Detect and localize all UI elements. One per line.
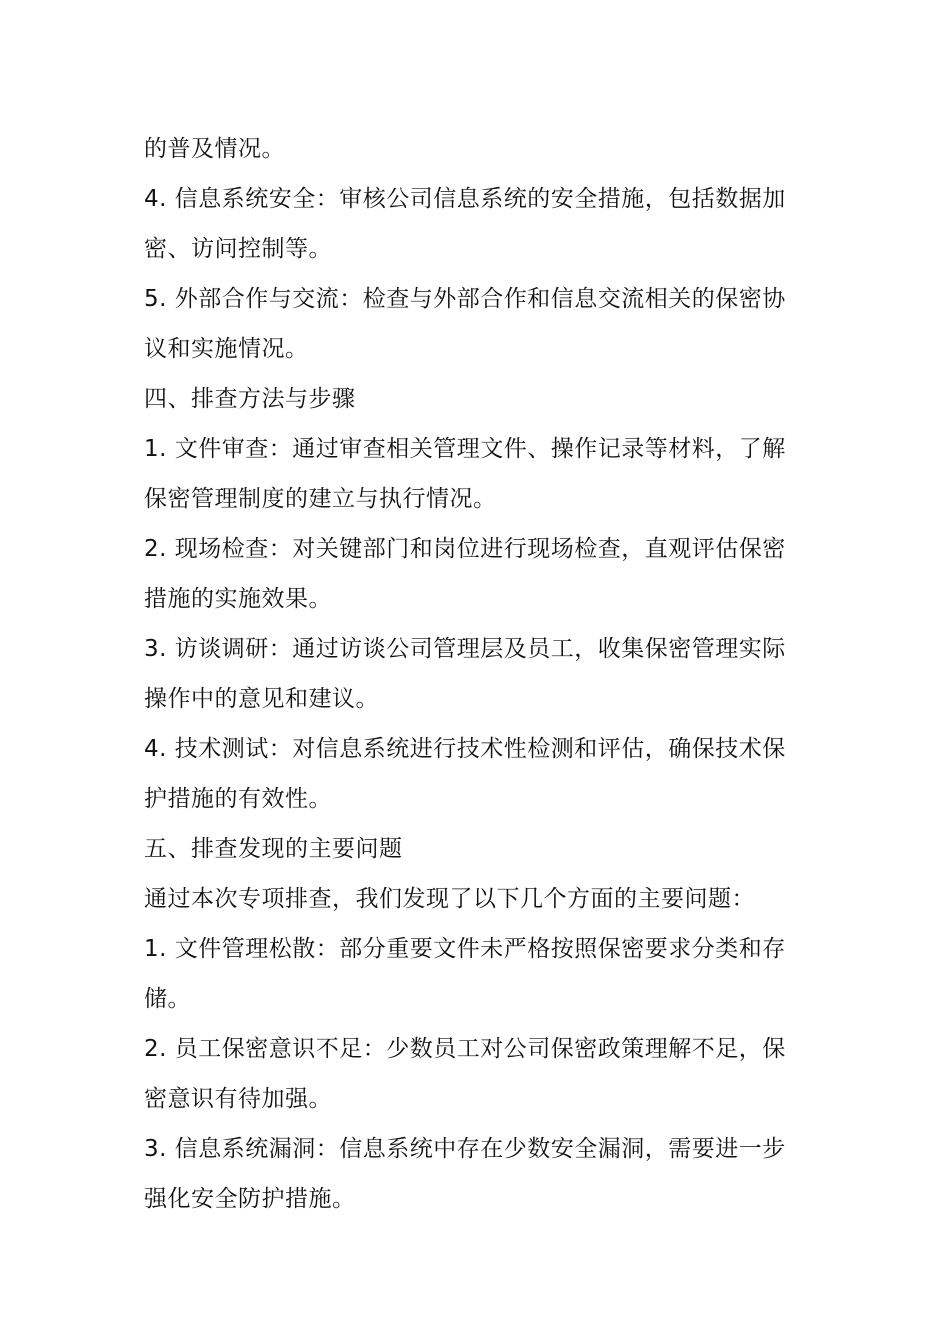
text-line: 操作中的意见和建议。: [144, 686, 379, 712]
section-heading: 四、排查方法与步骤: [144, 386, 356, 412]
text-line: 护措施的有效性。: [144, 786, 332, 812]
text-line: 强化安全防护措施。: [144, 1186, 356, 1212]
document-body: [144, 124, 814, 1224]
list-item-line: 4. 信息系统安全：审核公司信息系统的安全措施，包括数据加: [144, 186, 786, 212]
text-line: 措施的实施效果。: [144, 586, 332, 612]
list-item-line: 3. 信息系统漏洞：信息系统中存在少数安全漏洞，需要进一步: [144, 1136, 786, 1162]
text-line: 密、访问控制等。: [144, 236, 332, 262]
list-item-line: 2. 员工保密意识不足：少数员工对公司保密政策理解不足，保: [144, 1036, 786, 1062]
text-line: 的普及情况。: [144, 136, 285, 162]
text-line: 议和实施情况。: [144, 336, 309, 362]
list-item-line: 1. 文件管理松散：部分重要文件未严格按照保密要求分类和存: [144, 936, 786, 962]
text-line: 密意识有待加强。: [144, 1086, 332, 1112]
paragraph-line: 通过本次专项排查，我们发现了以下几个方面的主要问题：: [144, 886, 755, 912]
text-line: 储。: [144, 986, 191, 1012]
list-item-line: 3. 访谈调研：通过访谈公司管理层及员工，收集保密管理实际: [144, 636, 786, 662]
text-line: 保密管理制度的建立与执行情况。: [144, 486, 497, 512]
list-item-line: 2. 现场检查：对关键部门和岗位进行现场检查，直观评估保密: [144, 536, 786, 562]
list-item-line: 5. 外部合作与交流：检查与外部合作和信息交流相关的保密协: [144, 286, 786, 312]
list-item-line: 1. 文件审查：通过审查相关管理文件、操作记录等材料，了解: [144, 436, 786, 462]
section-heading: 五、排查发现的主要问题: [144, 836, 403, 862]
list-item-line: 4. 技术测试：对信息系统进行技术性检测和评估，确保技术保: [144, 736, 786, 762]
